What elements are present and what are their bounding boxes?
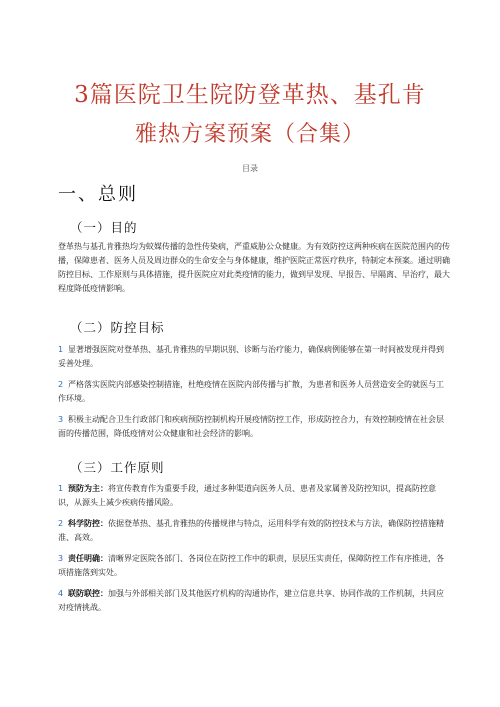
document-title-line2: 雅热方案预案（合集） (134, 122, 365, 147)
section-heading-general: 一、总则 (58, 184, 138, 205)
purpose-paragraph: 登革热与基孔肯雅热均为蚊媒传播的急性传染病，严重威胁公众健康。为有效防控这两种疾病在医院范围内的传播，保障患者、医务人员及周边群众的生命安全与身体健康，维护医院正常医疗秩序，特制定本预案。通过明确防控目标、工作原则与具体措施，提升医院应对此类疫情的能力，做到早发现、早报告、早隔离、早治疗，最大程度降低疫情影响。 (58, 242, 450, 293)
list-item-principle-2 (58, 517, 450, 545)
document-title-line1: 3篇医院卫生院防登革热、基孔肯 (74, 82, 426, 108)
list-item-goal-1 (58, 343, 450, 371)
list-number: 2 (58, 380, 64, 389)
list-item-goal-2 (58, 378, 450, 406)
list-number: 2 (58, 519, 64, 528)
subsection-heading-principles: （三）工作原则 (70, 460, 165, 475)
list-item-principle-4 (58, 587, 450, 615)
list-item-principle-3 (58, 552, 450, 580)
principle-title: 联防联控： (68, 589, 108, 598)
list-item-goal-3 (58, 413, 450, 441)
list-item-text: 严格落实医院内部感染控制措施，杜绝疫情在医院内部传播与扩散，为患者和医务人员营造安全的就医与工作环境。 (58, 380, 444, 403)
list-item-text: 依据登革热、基孔肯雅热的传播规律与特点，运用科学有效的防控技术与方法，确保防控措施精准、高效。 (58, 519, 444, 542)
list-number: 3 (58, 415, 64, 424)
principle-title: 责任明确： (68, 554, 108, 563)
list-number: 4 (58, 589, 64, 598)
list-item-principle-1 (58, 482, 450, 510)
toc-label[interactable]: 目录 (242, 164, 258, 173)
list-item-text: 加强与外部相关部门及其他医疗机构的沟通协作，建立信息共享、协同作战的工作机制，共同应对疫情挑战。 (58, 589, 444, 612)
list-item-text: 将宣传教育作为重要手段，通过多种渠道向医务人员、患者及家属普及防控知识，提高防控意识，从源头上减少疾病传播风险。 (58, 484, 436, 507)
list-number: 1 (58, 484, 64, 493)
subsection-heading-goals: （二）防控目标 (70, 320, 165, 335)
list-item-text: 显著增强医院对登革热、基孔肯雅热的早期识别、诊断与治疗能力，确保病例能够在第一时间被发现并得到妥善处理。 (58, 345, 444, 368)
principle-title: 预防为主： (68, 484, 108, 493)
list-number: 1 (58, 345, 64, 354)
list-item-text: 清晰界定医院各部门、各岗位在防控工作中的职责，层层压实责任，保障防控工作有序推进，各项措施落到实处。 (58, 554, 444, 577)
principle-title: 科学防控： (68, 519, 108, 528)
subsection-heading-purpose: （一）目的 (70, 220, 138, 235)
list-number: 3 (58, 554, 64, 563)
list-item-text: 积极主动配合卫生行政部门和疾病预防控制机构开展疫情防控工作，形成防控合力，有效控制疫情在社会层面的传播范围，降低疫情对公众健康和社会经济的影响。 (58, 415, 444, 438)
